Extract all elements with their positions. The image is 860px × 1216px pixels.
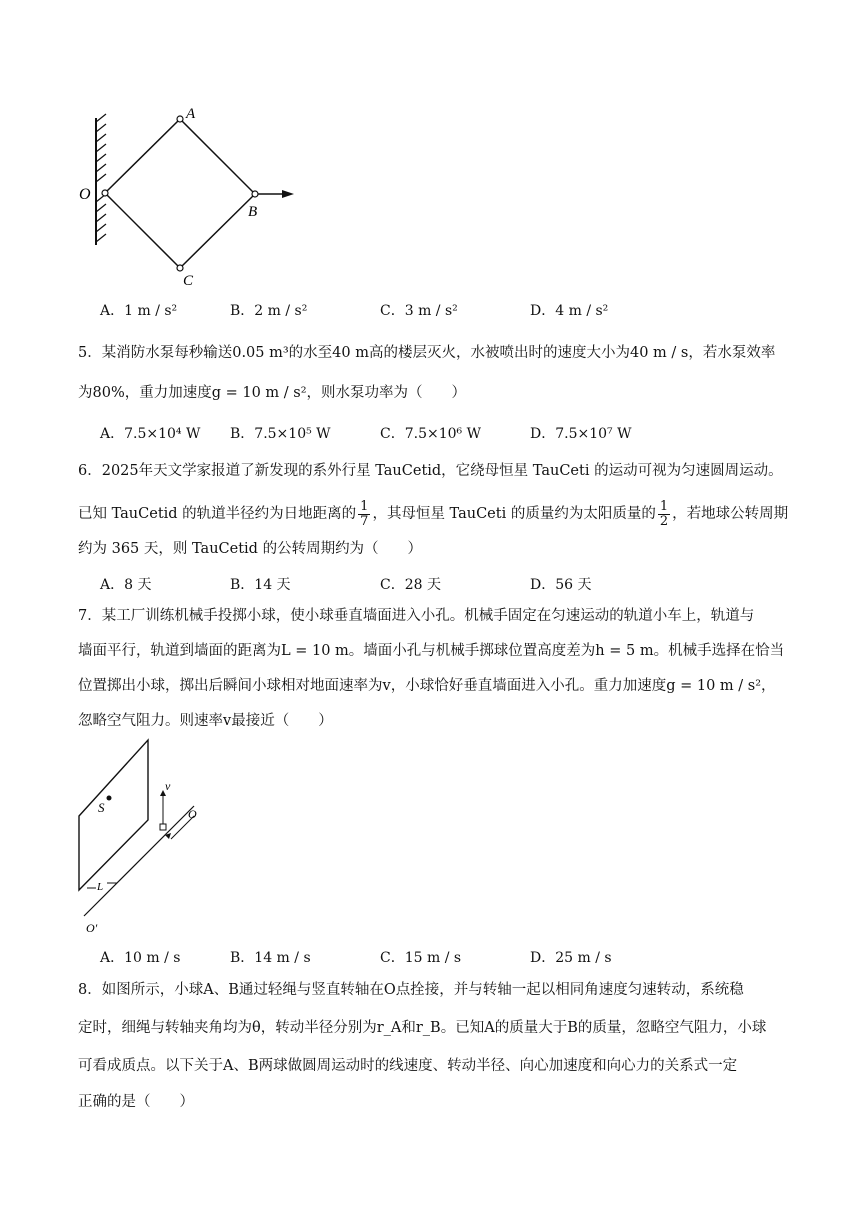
q5-option-a[interactable]	[100, 423, 200, 443]
option-label: B．	[230, 577, 255, 593]
option-value: 3 m / s²	[404, 303, 458, 319]
option-label: B．	[230, 950, 255, 966]
q4-option-d[interactable]	[530, 300, 608, 320]
q6-line2-a: 已知 TauCetid 的轨道半径约为日地距离的	[78, 506, 357, 522]
label-S: S	[98, 800, 105, 815]
option-value: 7.5×10⁶ W	[404, 426, 481, 442]
q7-line1: 7．某工厂训练机械手投掷小球，使小球垂直墙面进入小孔。机械手固定在匀速运动的轨道小车上，轨道与	[78, 608, 755, 624]
q6-line2-c: ，若地球公转周期	[672, 506, 789, 522]
q6-line2-b: ，其母恒星 TauCeti 的质量约为太阳质量的	[372, 506, 656, 522]
option-label: D．	[530, 303, 556, 319]
label-O-prime: O′	[86, 921, 98, 935]
option-label: A．	[100, 426, 125, 442]
option-value: 1 m / s²	[124, 303, 178, 319]
q8-line1: 8．如图所示，小球A、B通过轻绳与竖直转轴在O点拴接，并与转轴一起以相同角速度匀速转动，系统稳	[78, 982, 744, 998]
option-value: 14 m / s	[254, 950, 311, 966]
q7-option-c[interactable]	[380, 947, 461, 967]
option-label: B．	[230, 426, 255, 442]
label-v: v	[165, 779, 171, 793]
q4-option-a[interactable]	[100, 300, 177, 320]
q6-option-a[interactable]	[100, 574, 151, 594]
option-value: 7.5×10⁷ W	[555, 426, 632, 442]
q4-option-b[interactable]	[230, 300, 307, 320]
q5-option-d[interactable]	[530, 423, 632, 443]
figure-rhombus	[76, 100, 306, 290]
label-A: A	[186, 106, 196, 122]
option-value: 7.5×10⁴ W	[124, 426, 201, 442]
option-label: C．	[380, 426, 405, 442]
option-label: D．	[530, 950, 556, 966]
q7-option-a[interactable]	[100, 947, 180, 967]
q8-line4: 正确的是（ ）	[78, 1094, 194, 1110]
q5-line1: 5．某消防水泵每秒输送0.05 m³的水至40 m高的楼层灭火，水被喷出时的速度大小为40 m / s，若水泵效率	[78, 345, 776, 361]
q6-option-c[interactable]	[380, 574, 441, 594]
q5-option-c[interactable]	[380, 423, 481, 443]
fraction-one-seventh: $\frac{1}{7}$	[360, 498, 369, 529]
q6-option-d[interactable]	[530, 574, 592, 594]
option-value: 14 天	[254, 577, 291, 593]
option-label: C．	[380, 303, 405, 319]
fraction-one-half: $\frac{1}{2}$	[659, 498, 669, 529]
label-L: L	[97, 881, 104, 893]
q5-line2: 为80%，重力加速度g = 10 m / s²，则水泵功率为（ ）	[78, 385, 467, 401]
q6-line2	[78, 498, 788, 530]
option-value: 15 m / s	[404, 950, 462, 966]
option-label: D．	[530, 577, 556, 593]
option-label: A．	[100, 950, 125, 966]
q5-option-b[interactable]	[230, 423, 331, 443]
option-value: 28 天	[404, 577, 441, 593]
q4-option-c[interactable]	[380, 300, 458, 320]
q8-line2: 定时，细绳与转轴夹角均为θ，转动半径分别为r_A和r_B。已知A的质量大于B的质量，忽略空气阻力，小球	[78, 1020, 767, 1036]
figure-wall-rail	[74, 738, 224, 938]
q7-line2: 墙面平行，轨道到墙面的距离为L = 10 m。墙面小孔与机械手掷球位置高度差为h = 5 m。机械手选择在恰当	[78, 643, 785, 659]
label-O: O	[188, 807, 197, 821]
option-label: B．	[230, 303, 255, 319]
q7-option-d[interactable]	[530, 947, 612, 967]
q7-option-b[interactable]	[230, 947, 311, 967]
q6-line1: 6．2025年天文学家报道了新发现的系外行星 TauCetid，它绕母恒星 TauCeti 的运动可视为匀速圆周运动。	[78, 463, 783, 479]
option-label: A．	[100, 577, 125, 593]
option-label: C．	[380, 577, 405, 593]
q8-line3: 可看成质点。以下关于A、B两球做圆周运动时的线速度、转动半径、向心加速度和向心力的关系式一定	[78, 1058, 738, 1074]
option-label: D．	[530, 426, 556, 442]
option-value: 2 m / s²	[254, 303, 308, 319]
label-B: B	[248, 204, 258, 220]
q6-option-b[interactable]	[230, 574, 291, 594]
option-value: 25 m / s	[555, 950, 612, 966]
q6-line3: 约为 365 天，则 TauCetid 的公转周期约为（ ）	[78, 541, 423, 557]
option-value: 8 天	[124, 577, 152, 593]
option-label: A．	[100, 303, 125, 319]
label-C: C	[183, 273, 194, 289]
option-value: 4 m / s²	[555, 303, 609, 319]
option-value: 10 m / s	[124, 950, 181, 966]
q7-line3: 位置掷出小球，掷出后瞬间小球相对地面速率为v，小球恰好垂直墙面进入小孔。重力加速度g = 10 m / s²，	[78, 678, 776, 694]
q7-line4: 忽略空气阻力。则速率v最接近（ ）	[78, 713, 333, 729]
option-label: C．	[380, 950, 405, 966]
label-O: O	[79, 186, 91, 203]
option-value: 7.5×10⁵ W	[254, 426, 331, 442]
option-value: 56 天	[555, 577, 592, 593]
